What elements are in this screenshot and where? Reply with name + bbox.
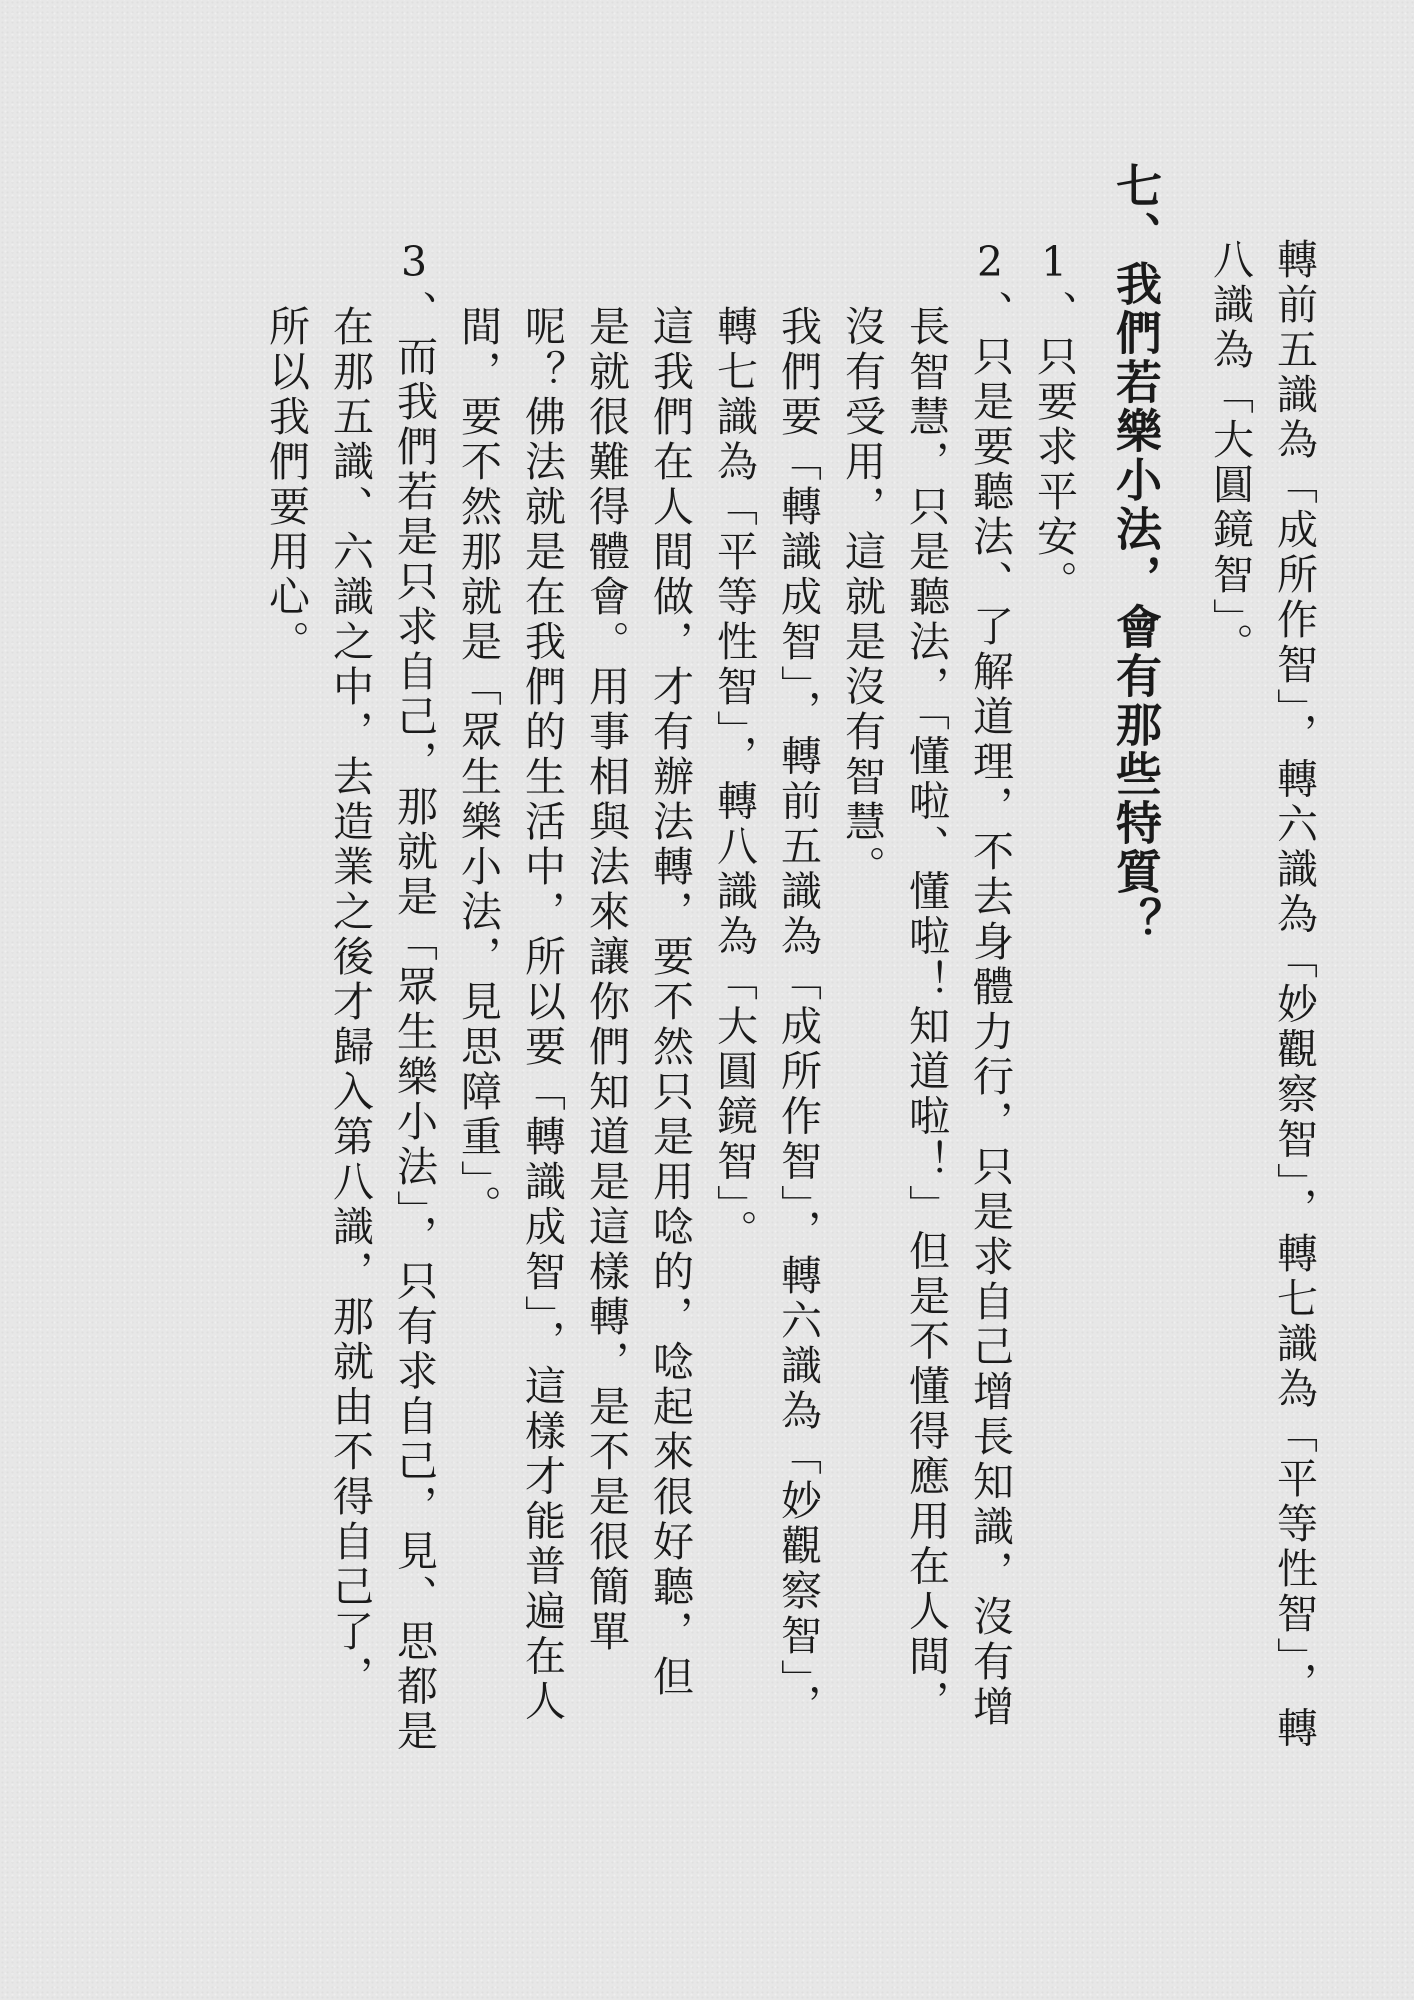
- section-title: 七、我們若樂小法，會有那些特質？: [1109, 162, 1163, 946]
- intro-line-1: 轉前五識為「成所作智」，轉六識為「妙觀察智」，轉七識為「平等性智」，轉: [1270, 238, 1318, 1752]
- item-3-line-1: 3、而我們若是只求自己，那就是「眾生樂小法」，只有求自己，見、思都是: [390, 238, 438, 1755]
- item-2-line-9: 間，要不然那就是「眾生樂小法，見思障重」。: [454, 305, 502, 1230]
- item-3-line-3: 所以我們要用心。: [262, 305, 310, 665]
- item-2-line-7: 是就很難得體會。用事相與法來讓你們知道是這樣轉，是不是很簡單: [582, 305, 630, 1655]
- item-2-line-6: 這我們在人間做，才有辦法轉，要不然只是用唸的，唸起來很好聽，但: [646, 305, 694, 1700]
- item-2-line-5: 轉七識為「平等性智」，轉八識為「大圓鏡智」。: [710, 305, 758, 1254]
- item-3-line-2: 在那五識、六識之中，去造業之後才歸入第八識，那就由不得自己了，: [326, 305, 374, 1700]
- item-2-line-1: 2、只是要聽法、了解道理，不去身體力行，只是求自己增長知識，沒有增: [966, 238, 1014, 1730]
- item-2-line-3: 沒有受用，這就是沒有智慧。: [838, 305, 886, 890]
- item-2-line-2: 長智慧，只是聽法，「懂啦、懂啦！知道啦！」但是不懂得應用在人間，: [902, 305, 950, 1725]
- item-2-line-8: 呢？佛法就是在我們的生活中，所以要「轉識成智」，這樣才能普遍在人: [518, 305, 566, 1725]
- intro-line-2: 八識為「大圓鏡智」。: [1206, 238, 1254, 668]
- item-1-line-1: 1、只要求平安。: [1030, 238, 1078, 605]
- item-2-line-4: 我們要「轉識成智」，轉前五識為「成所作智」，轉六識為「妙觀察智」，: [774, 305, 822, 1729]
